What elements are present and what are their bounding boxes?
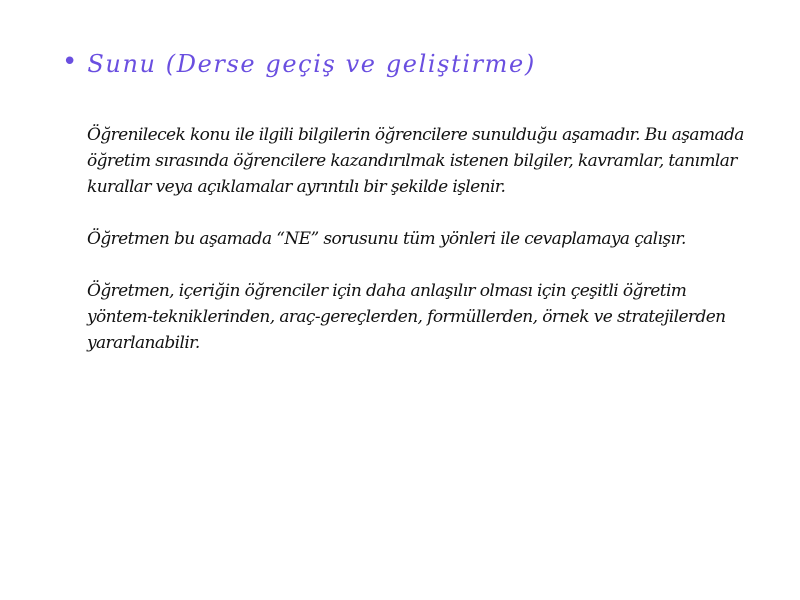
bullet-icon: • (62, 47, 78, 77)
paragraph-teacher-methods: Öğretmen, içeriğin öğrenciler için daha anlaşılır olması için çeşitli öğretim yöntem-tekniklerinden, araç-gereçlerden, formüllerden, örnek ve stratejilerden yararlanabilir. (87, 281, 726, 353)
slide-heading: Sunu (Derse geçiş ve geliştirme) (87, 50, 536, 78)
slide-body (87, 122, 747, 356)
heading-row (62, 47, 536, 78)
paragraph-teacher-what-question: Öğretmen bu aşamada “NE” sorusunu tüm yönleri ile cevaplamaya çalışır. (87, 229, 686, 249)
paragraph-presentation-definition: Öğrenilecek konu ile ilgili bilgilerin öğrencilere sunulduğu aşamadır. Bu aşamada öğretim sırasında öğrencilere kazandırılmak istenen bilgiler, kavramlar, tanımlar kurallar veya açıklamalar ayrıntılı bir şekilde işlenir. (87, 125, 744, 197)
